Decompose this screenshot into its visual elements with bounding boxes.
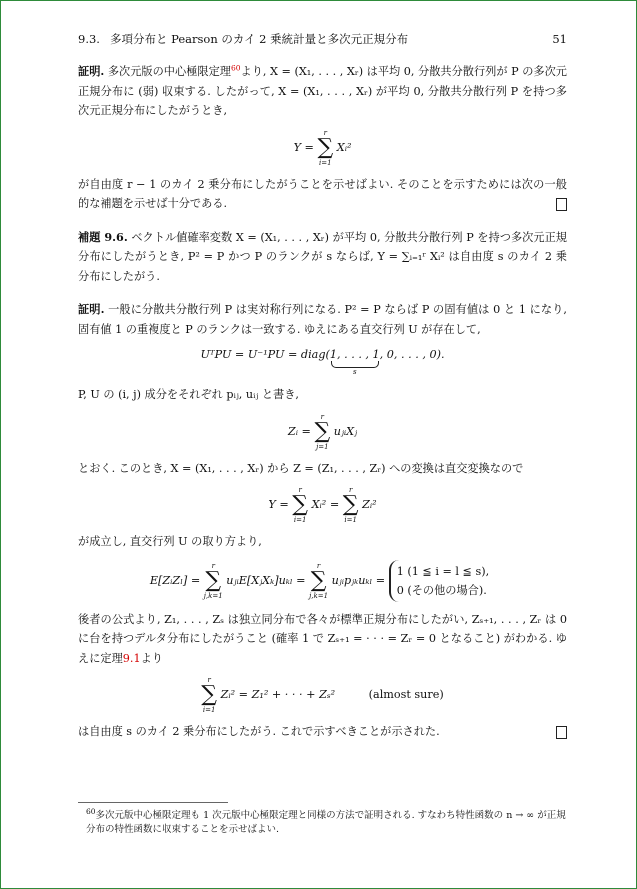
case-1: 1 (1 ≦ i = l ≦ s), <box>396 564 490 578</box>
proof2-text-e <box>78 610 567 669</box>
sum-symbol: r ∑ i=1 <box>201 676 218 714</box>
theorem-ref-link[interactable]: 9.1 <box>122 651 141 665</box>
sum-symbol: r ∑ i=1 <box>317 128 334 167</box>
eq-zsum-rhs: Zᵢ² = Z₁² + · · · + Zₛ² <box>220 688 336 701</box>
sum-upper: r <box>298 486 302 494</box>
sum-lower: j,k=1 <box>309 591 329 600</box>
sum-upper: r <box>316 561 321 570</box>
header-section: 9.3. <box>78 32 100 46</box>
qed-icon <box>556 726 567 739</box>
page-content <box>78 30 567 837</box>
lemma-text: ベクトル値確率変数 X = (X₁, . . . , Xᵣ) が平均 0, 分散共分散行列 P を持つ多次元正規分布にしたがうとき, P² = P かつ P のランクが s ならば, Y = ∑ᵢ₌₁ʳ Xᵢ² は自由度 s のカイ 2 乗分布にしたがう. <box>78 230 567 283</box>
footnote-text: 多次元版中心極限定理も 1 次元版中心極限定理と同様の方法で証明される. すなわち特性函数の n → ∞ が正規分布の特性函数に収束することを示せばよい. <box>86 809 566 835</box>
sum-lower: i=1 <box>344 516 357 524</box>
proof2-text-d: が成立し, 直交行列 U の取り方より, <box>78 535 262 548</box>
sum-lower: j=1 <box>316 442 329 451</box>
eq-z-rhs: uⱼᵢXⱼ <box>333 424 358 438</box>
case-2: 0 (その他の場合). <box>396 583 487 597</box>
sum-lower: j,k=1 <box>203 591 223 600</box>
proof2-paragraph <box>78 300 567 339</box>
equation-y-sum <box>78 129 567 167</box>
sum-symbol: r ∑ j,k=1 <box>309 561 329 600</box>
sum-lower: i=1 <box>202 706 216 714</box>
running-header <box>78 30 567 50</box>
proof2-text-e-b: より <box>140 651 163 665</box>
equation-diag <box>78 347 567 377</box>
eq-yz-lhs: Y = <box>268 498 289 511</box>
proof1-paragraph <box>78 62 567 121</box>
eq-y-lhs: Y = <box>293 140 314 154</box>
proof2-text-c: とおく. このとき, X = (X₁, . . . , Xᵣ) から Z = (Z₁, . . . , Zᵣ) への変換は直交変換なので <box>78 461 524 475</box>
eq-diag-lhs: UᵀPU = U⁻¹PU = diag( <box>200 348 330 361</box>
eq-e-mid2: uⱼᵢpⱼₖuₖₗ = <box>331 573 386 587</box>
equation-y-z <box>78 486 567 524</box>
eq-e-lhs: E[ZᵢZₗ] = <box>149 573 201 587</box>
proof1-conclusion <box>78 175 567 214</box>
proof2-text-a: 一般に分散共分散行列 P は実対称行列になる. P² = P ならば P の固有値は 0 と 1 になり, 固有値 1 の重複度と P のランクは一致する. ゆえにある直交行列 U が存在して, <box>78 303 567 336</box>
sum-upper: r <box>348 486 353 494</box>
equation-z-def <box>78 413 567 451</box>
eq-yz-rhs: Zᵢ² <box>362 498 377 511</box>
eq-e-mid: uⱼᵢE[XⱼXₖ]uₖₗ = <box>226 573 306 587</box>
proof1-text-c: が自由度 r − 1 のカイ 2 乗分布にしたがうことを示せばよい. そのことを示すためには次の一般的な補題を示せば十分である. <box>78 177 567 210</box>
sum-lower: i=1 <box>293 516 307 524</box>
header-title: 多項分布と Pearson のカイ 2 乗統計量と多次元正規分布 <box>109 32 409 46</box>
sum-upper: r <box>323 128 327 137</box>
equation-z-sum <box>78 676 567 714</box>
proof2-text-b: P, U の (i, j) 成分をそれぞれ pᵢⱼ, uᵢⱼ と書き, <box>78 388 299 401</box>
proof2-conclusion <box>78 722 567 742</box>
eq-y-rhs: Xᵢ² <box>336 140 352 154</box>
sum-symbol: r ∑ j,k=1 <box>203 561 223 600</box>
underbrace-label: s <box>352 368 357 376</box>
sum-symbol: r ∑ i=1 <box>292 486 309 524</box>
lemma-label: 補題 9.6. <box>78 229 128 244</box>
qed-icon <box>556 198 567 211</box>
proof2-text-e-a: 後者の公式より, Z₁, . . . , Zₛ は独立同分布で各々が標準正規分布にしたがい, Zₛ₊₁, . . . , Zᵣ は 0 に台を持つデルタ分布にしたがうこと (確率 1 で Zₛ₊₁ = · · · = Zᵣ = 0 となること) がわかる. ゆえに定理 <box>78 612 567 665</box>
underbrace <box>330 347 380 377</box>
sum-upper: r <box>320 412 324 421</box>
eq-yz-mid: Xᵢ² = <box>311 498 340 511</box>
sum-upper: r <box>207 676 211 684</box>
proof2-label: 証明. <box>78 302 105 316</box>
cases-brace <box>389 560 495 602</box>
lemma-paragraph <box>78 228 567 287</box>
footnote-ref-link[interactable]: 60 <box>230 63 241 73</box>
sum-lower: i=1 <box>319 158 332 167</box>
footnote-rule <box>78 802 228 803</box>
almost-sure-note: (almost sure) <box>368 688 444 701</box>
footnote-number: 60 <box>86 806 96 816</box>
footnote <box>78 806 567 837</box>
sum-symbol: r ∑ j=1 <box>314 412 331 451</box>
eq-diag-rhs: , 0, . . . , 0). <box>379 348 445 361</box>
proof1-text-a: 多次元版の中心極限定理 <box>107 65 231 78</box>
sum-symbol: r ∑ i=1 <box>342 486 359 524</box>
sum-upper: r <box>211 561 215 570</box>
header-left <box>78 30 418 50</box>
proof1-label: 証明. <box>78 64 105 78</box>
equation-expectation <box>78 560 567 602</box>
page-number: 51 <box>552 32 567 46</box>
proof1-text-b: より, X = (X₁, . . . , Xᵣ) は平均 0, 分散共分散行列が P の多次元正規分布に (弱) 収束する. したがって, X = (X₁, . . . , Xᵣ) が平均 0, 分散共分散行列 P を持つ多次元正規分布にしたがうとき, <box>78 65 567 117</box>
proof2-text-f: は自由度 s のカイ 2 乗分布にしたがう. これで示すべきことが示された. <box>78 725 440 738</box>
eq-z-lhs: Zᵢ = <box>287 424 311 438</box>
underbrace-content: 1, . . . , 1 <box>329 348 380 361</box>
